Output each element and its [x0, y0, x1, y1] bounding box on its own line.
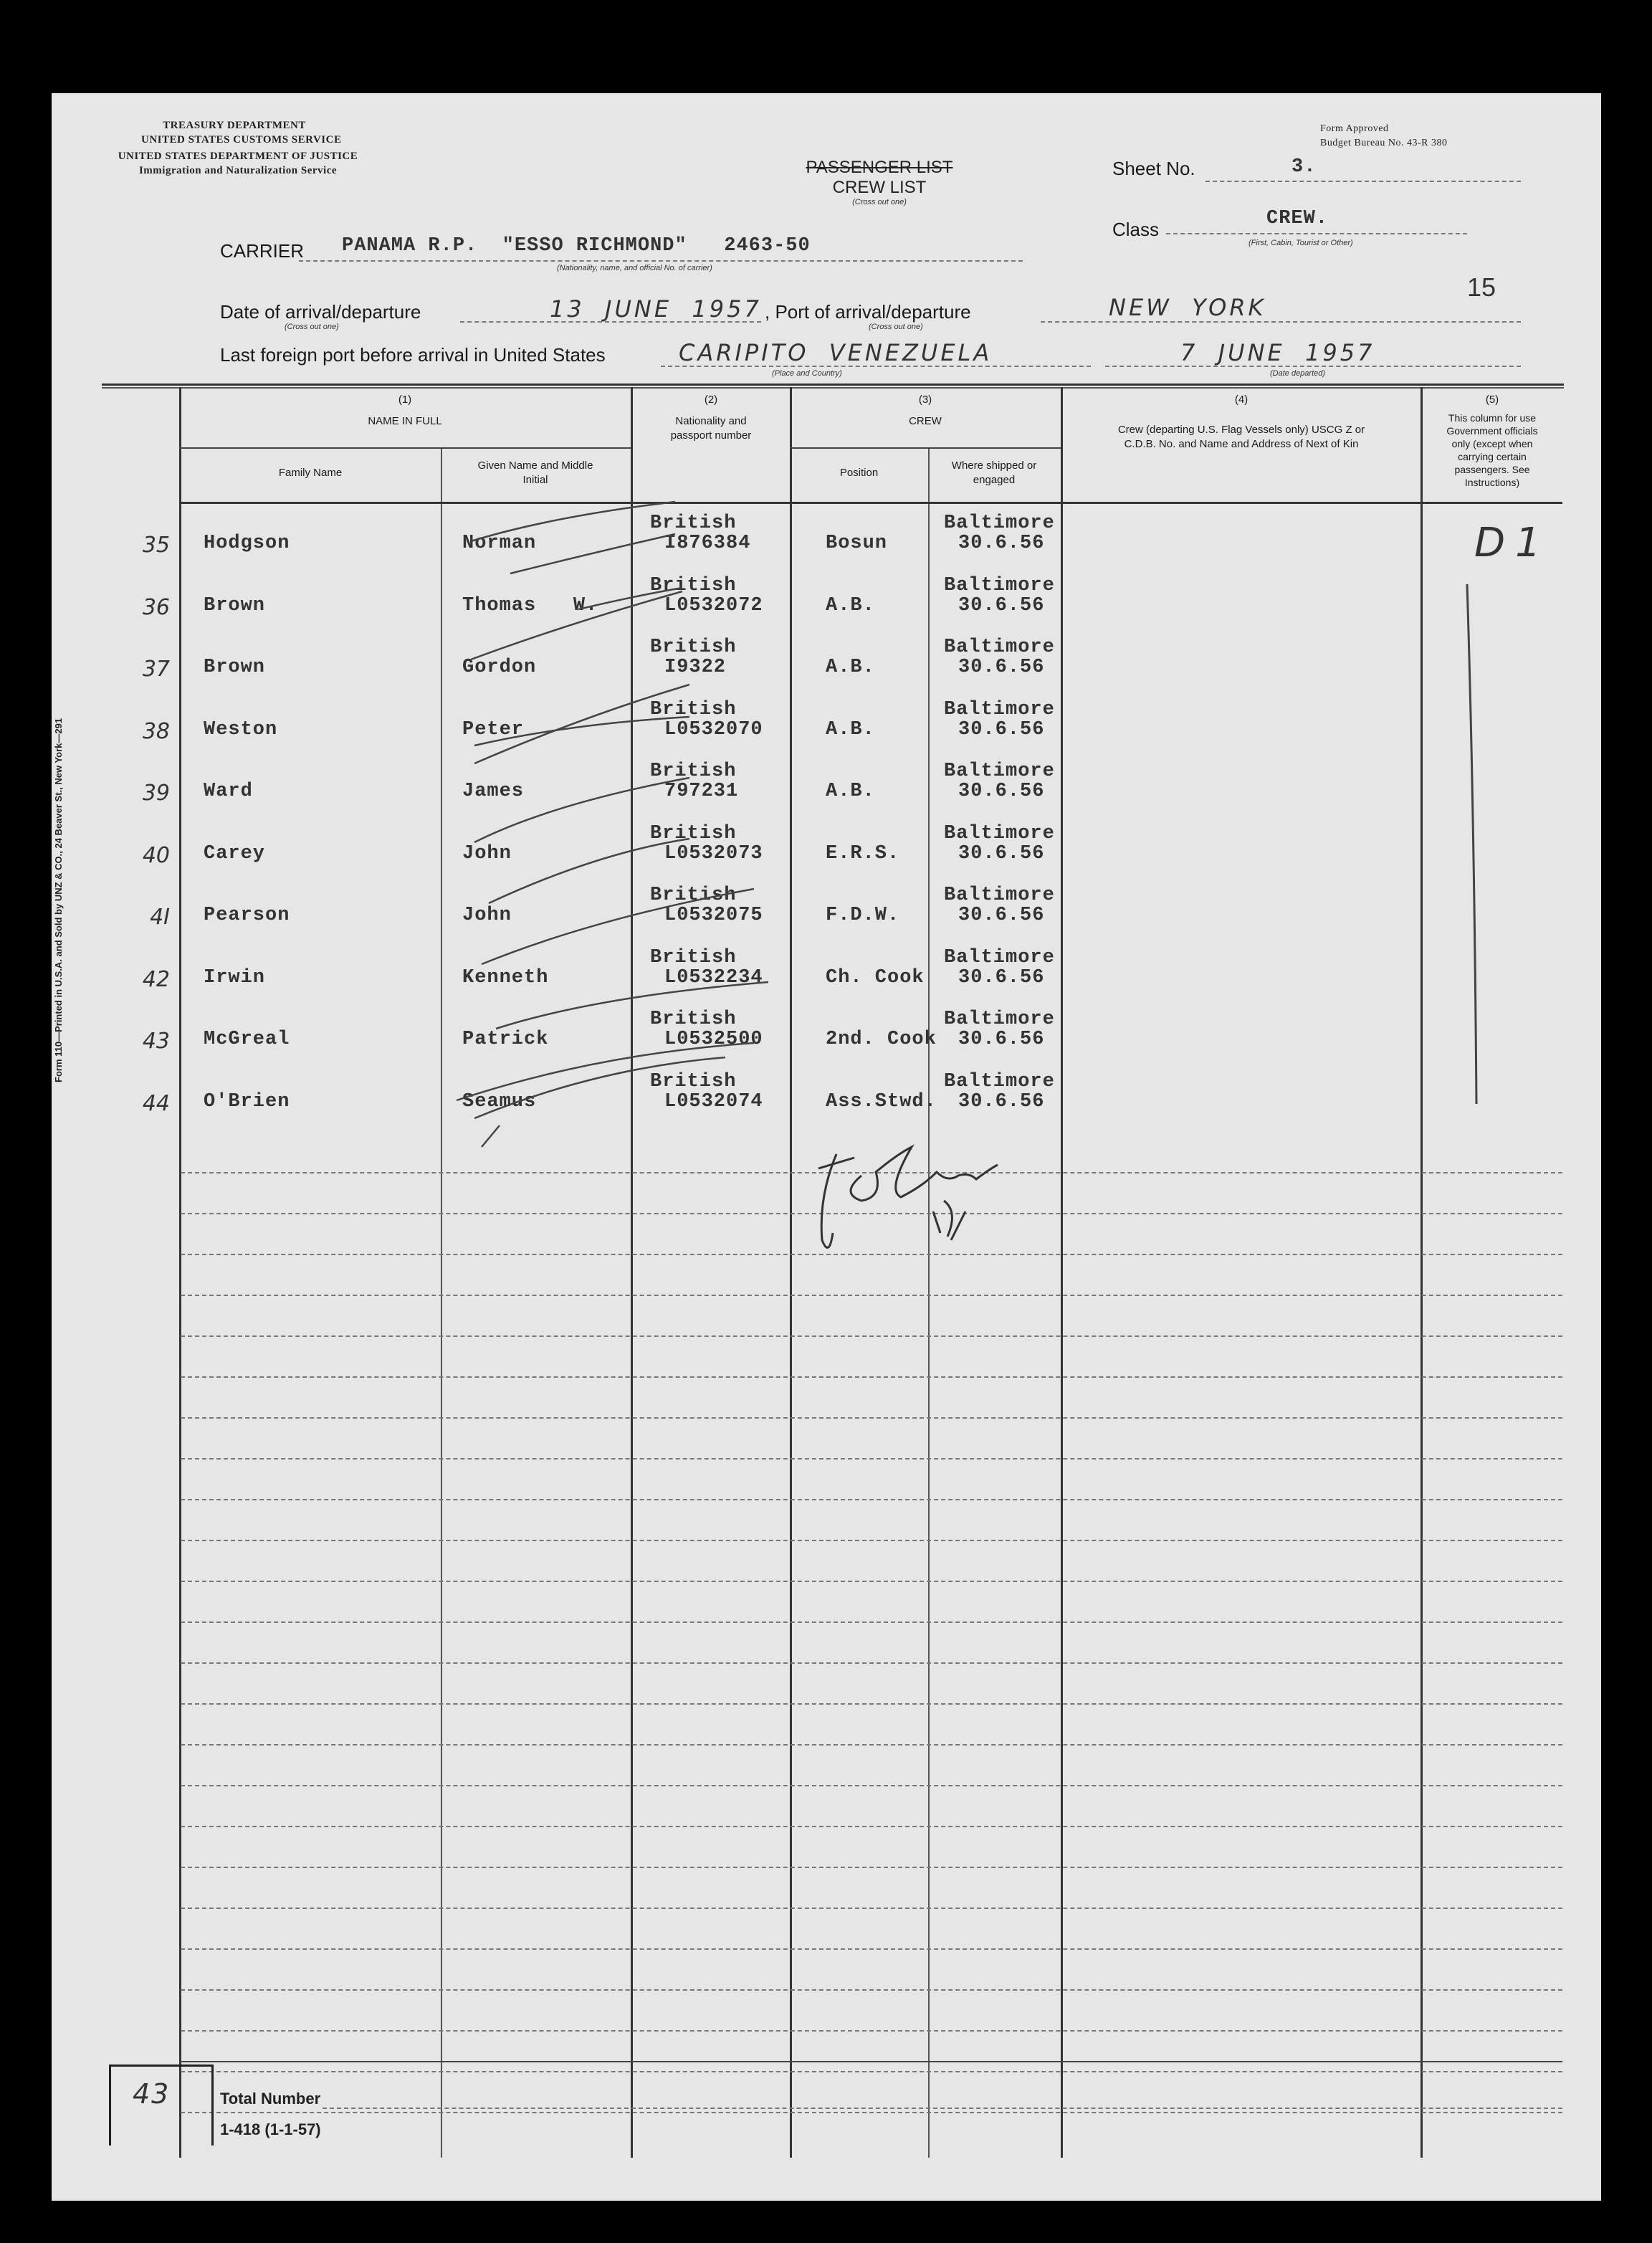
port-value: NEW YORK	[1109, 294, 1266, 321]
row-number: 36	[142, 594, 170, 620]
crew-position: 2nd. Cook	[826, 1029, 937, 1050]
col5-title: This column for use Government officials only (except when carrying certain passengers. See Instructions)	[1446, 412, 1538, 488]
shipped-date: 30.6.56	[958, 1090, 1045, 1113]
nationality: British	[650, 513, 737, 534]
title-note: (Cross out one)	[852, 198, 907, 206]
class-note: (First, Cabin, Tourist or Other)	[1248, 239, 1353, 247]
shipped-where: Baltimore	[944, 885, 1055, 906]
col3-title: CREW	[909, 415, 942, 427]
strike-10	[496, 982, 768, 1029]
total-line	[323, 2108, 1562, 2109]
row-number: 42	[142, 966, 170, 992]
shipped-date: 30.6.56	[958, 966, 1045, 989]
family-name: Brown	[204, 657, 266, 678]
strike-6	[474, 685, 689, 763]
passport-number: L0532070	[664, 718, 763, 740]
passport-number: L0532234	[664, 966, 763, 989]
passport-number: L0532500	[664, 1029, 763, 1050]
col2-num: (2)	[704, 394, 718, 406]
dept-line-4: Immigration and Naturalization Service	[138, 165, 338, 176]
row-number: 44	[142, 1090, 170, 1116]
dept-line-2: UNITED STATES CUSTOMS SERVICE	[141, 134, 342, 146]
last-port-label: Last foreign port before arrival in United States	[220, 344, 606, 366]
shipped-where: Baltimore	[944, 698, 1055, 720]
dept-line-3: UNITED STATES DEPARTMENT OF JUSTICE	[118, 151, 358, 162]
given-name: Peter	[462, 718, 525, 740]
row-number: 4I	[150, 905, 170, 930]
budget-line: Budget Bureau No. 43-R 380	[1320, 138, 1448, 148]
arrival-note: (Cross out one)	[285, 323, 339, 331]
given-name: Patrick	[462, 1029, 549, 1050]
shipped-where: Baltimore	[944, 946, 1055, 968]
crew-position: E.R.S.	[826, 842, 900, 865]
row-number: 40	[142, 842, 170, 868]
class-value: CREW.	[1266, 208, 1329, 229]
sheet-label: Sheet No.	[1112, 158, 1195, 179]
passport-number: I9322	[664, 657, 727, 678]
strike-13	[482, 1125, 500, 1147]
given-name: John	[462, 905, 512, 926]
col5-mark: D1	[1474, 520, 1551, 566]
row-number: 39	[142, 781, 170, 806]
nationality: British	[650, 698, 737, 720]
family-name: Carey	[204, 842, 266, 865]
crew-position: A.B.	[826, 781, 875, 802]
departed-note: (Date departed)	[1270, 369, 1326, 378]
carrier-value: PANAMA R.P. "ESSO RICHMOND" 2463-50	[342, 235, 811, 257]
last-port-note: (Place and Country)	[772, 369, 842, 378]
departed-value: 7 JUNE 1957	[1180, 339, 1375, 366]
row-number: 37	[142, 657, 170, 682]
passport-number: L0532075	[664, 905, 763, 926]
strike-1	[471, 502, 675, 541]
dept-line-1: TREASURY DEPARTMENT	[163, 120, 306, 131]
strike-4	[471, 591, 682, 659]
shipped-date: 30.6.56	[958, 594, 1045, 616]
port-label: , Port of arrival/departure	[765, 301, 971, 323]
box-number-value: 43	[133, 2078, 171, 2110]
side-printer-text: Form 110—Printed in U.S.A. and Sold by UNZ & CO., 24 Beaver St., New York—291	[53, 718, 64, 1082]
shipped-where: Baltimore	[944, 637, 1055, 658]
given-name: Seamus	[462, 1090, 537, 1113]
shipped-date: 30.6.56	[958, 1029, 1045, 1050]
passport-number: L0532072	[664, 594, 763, 616]
crew-position: A.B.	[826, 657, 875, 678]
nationality: British	[650, 761, 737, 782]
position-header: Position	[839, 467, 879, 479]
shipped-where: Baltimore	[944, 1070, 1055, 1092]
form-approved-line: Form Approved	[1320, 123, 1389, 134]
col3-num: (3)	[918, 394, 932, 406]
class-label: Class	[1112, 219, 1160, 240]
shipped-date: 30.6.56	[958, 842, 1045, 865]
family-name: Ward	[204, 781, 253, 802]
given-name: Thomas W.	[462, 594, 598, 616]
strike-12	[474, 1057, 725, 1118]
crew-position: Ass.Stwd.	[826, 1090, 937, 1113]
page-mark: 15	[1467, 272, 1496, 302]
where-header: Where shipped or engaged	[951, 459, 1037, 486]
nationality: British	[650, 1009, 737, 1030]
passport-number: L0532073	[664, 842, 763, 865]
passport-number: 797231	[664, 781, 739, 802]
family-name: Pearson	[204, 905, 290, 926]
strike-9	[482, 889, 754, 964]
family-header: Family Name	[278, 467, 343, 479]
last-port-value: CARIPITO VENEZUELA	[679, 339, 993, 366]
given-header: Given Name and Middle Initial	[477, 459, 593, 486]
given-name: Gordon	[462, 657, 537, 678]
signature	[818, 1147, 998, 1247]
shipped-where: Baltimore	[944, 822, 1055, 844]
shipped-where: Baltimore	[944, 761, 1055, 782]
family-name: Hodgson	[204, 533, 290, 554]
col5-vertical-line	[1467, 584, 1476, 1104]
nationality: British	[650, 885, 737, 906]
shipped-date: 30.6.56	[958, 718, 1045, 740]
col2-title: Nationality and passport number	[670, 415, 752, 442]
form-code: 1-418 (1-1-57)	[220, 2120, 321, 2138]
crew-position: Bosun	[826, 533, 888, 554]
port-note: (Cross out one)	[869, 323, 923, 331]
family-name: Irwin	[204, 966, 266, 989]
given-name: Kenneth	[462, 966, 549, 989]
passport-number: I876384	[664, 533, 751, 554]
row-number: 43	[142, 1029, 170, 1054]
carrier-note: (Nationality, name, and official No. of carrier)	[557, 264, 712, 272]
nationality: British	[650, 637, 737, 658]
col1-title: NAME IN FULL	[368, 415, 442, 427]
arrival-label: Date of arrival/departure	[220, 301, 421, 323]
row-number: 35	[142, 533, 170, 558]
nationality: British	[650, 946, 737, 968]
family-name: O'Brien	[204, 1090, 290, 1113]
family-name: McGreal	[204, 1029, 290, 1050]
family-name: Weston	[204, 718, 278, 740]
nationality: British	[650, 574, 737, 596]
col1-num: (1)	[398, 394, 412, 406]
given-name: Norman	[462, 533, 537, 554]
crew-position: A.B.	[826, 594, 875, 616]
shipped-where: Baltimore	[944, 574, 1055, 596]
nationality: British	[650, 1070, 737, 1092]
passport-number: L0532074	[664, 1090, 763, 1113]
carrier-label: CARRIER	[220, 240, 305, 262]
crew-position: Ch. Cook	[826, 966, 925, 989]
sheet-value: 3.	[1291, 156, 1317, 178]
shipped-where: Baltimore	[944, 1009, 1055, 1030]
col4-title: Crew (departing U.S. Flag Vessels only) USCG Z or C.D.B. No. and Name and Address of Next of Kin	[1117, 424, 1365, 450]
col5-num: (5)	[1485, 394, 1499, 406]
strike-11	[457, 1043, 754, 1100]
strike-2	[510, 534, 675, 573]
crew-list-form	[52, 93, 1601, 2201]
crew-position: A.B.	[826, 718, 875, 740]
total-label: Total Number	[220, 2090, 321, 2108]
row-number: 38	[142, 718, 170, 744]
shipped-where: Baltimore	[944, 513, 1055, 534]
arrival-value: 13 JUNE 1957	[550, 295, 762, 323]
nationality: British	[650, 822, 737, 844]
strike-7	[474, 778, 689, 842]
shipped-date: 30.6.56	[958, 533, 1045, 554]
box-number	[109, 2065, 214, 2146]
shipped-date: 30.6.56	[958, 905, 1045, 926]
handwritten-marks	[52, 93, 1601, 2201]
given-name: James	[462, 781, 525, 802]
col4-num: (4)	[1234, 394, 1248, 406]
strike-8	[489, 839, 689, 903]
crew-position: F.D.W.	[826, 905, 900, 926]
shipped-date: 30.6.56	[958, 657, 1045, 678]
title-passenger-list: PASSENGER LIST	[806, 158, 953, 177]
family-name: Brown	[204, 594, 266, 616]
shipped-date: 30.6.56	[958, 781, 1045, 802]
given-name: John	[462, 842, 512, 865]
title-crew-list: CREW LIST	[832, 178, 927, 197]
